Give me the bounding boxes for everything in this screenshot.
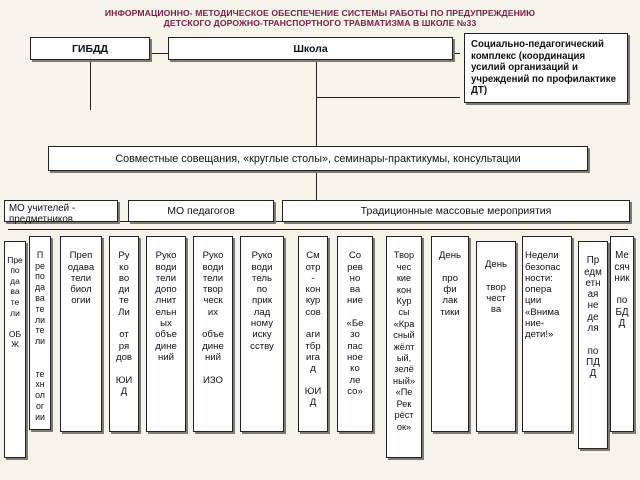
column-creative-contests: Твор чес кие кон Кур сы «Кра сный жёлт ый, зелё ный» «Пе Рек рёст ок» bbox=[386, 236, 422, 458]
gibdd-label: ГИБДД bbox=[71, 42, 108, 55]
joint-meetings-label: Совместные совещания, «круглые столы», семинары-практикумы, консультации bbox=[115, 152, 521, 165]
column-applied-art-leader: Руко води тель по прик лад ному иску сству bbox=[240, 236, 284, 432]
title-line-2: ДЕТСКОГО ДОРОЖНО-ТРАНСПОРТНОГО ТРАВМАТИЗМА В ШКОЛЕ №33 bbox=[163, 18, 477, 28]
connector-complex-link bbox=[316, 97, 460, 98]
connector-columns-bus bbox=[8, 229, 628, 230]
diagram-title bbox=[30, 8, 610, 28]
traditional-events-box bbox=[282, 200, 630, 222]
mo-teachers-label: МО педагогов bbox=[167, 205, 235, 217]
traditional-events-label: Традиционные массовые мероприятия bbox=[360, 205, 552, 217]
column-agit-brigade-contests: См отр - кон кур сов аги тбр ига д ЮИ Д bbox=[298, 236, 328, 432]
column-extra-education-leaders: Руко води тели допо лнит ельн ых объе дине ний bbox=[146, 236, 186, 432]
gibdd-box bbox=[30, 37, 150, 60]
column-obzh-teachers: Пре по да ва те ли ОБ Ж bbox=[4, 241, 26, 458]
column-safety-weeks: Недели безопас ности: опера ции «Внима ние- дети!» bbox=[522, 236, 572, 432]
column-subject-week: Пр едм етн ая не де ля по ПД Д bbox=[578, 241, 608, 449]
social-complex-box bbox=[464, 33, 628, 103]
column-creative-leaders: Руко води тели твор ческ их объе дине ний ИЗО bbox=[193, 236, 233, 432]
column-technology-teachers: П ре по да ва те ли те ли те хн ол ог ии bbox=[29, 236, 51, 430]
mo-teachers-box bbox=[128, 200, 274, 222]
connector-school-down bbox=[316, 60, 317, 150]
column-safe-wheel-competition: Со рев но ва ние «Бе зо пас ное ко ле со» bbox=[337, 236, 373, 432]
column-creativity-day: День твор чест ва bbox=[476, 241, 516, 432]
school-label: Школа bbox=[293, 42, 328, 55]
mo-subject-teachers-label: МО учителей - предметников bbox=[9, 203, 76, 225]
joint-meetings-box bbox=[48, 146, 588, 171]
column-biology-teachers: Преп одава тели биол огии bbox=[60, 236, 102, 432]
connector-gibdd-down bbox=[90, 60, 91, 110]
mo-subject-teachers-box bbox=[4, 200, 118, 225]
social-complex-label: Социально-педагогический комплекс (координация усилий организаций и учреждений по профилактике ДТ) bbox=[471, 39, 616, 96]
title-line-1: ИНФОРМАЦИОННО- МЕТОДИЧЕСКОЕ ОБЕСПЕЧЕНИЕ СИСТЕМЫ РАБОТЫ ПО ПРЕДУПРЕЖДЕНИЮ bbox=[104, 8, 536, 18]
column-month-bdd: Ме сяч ник по БД Д bbox=[610, 236, 634, 432]
column-prevention-day: День про фи лак тики bbox=[431, 236, 469, 432]
column-yid-leaders: Ру ко во ди те Ли от ря дов ЮИ Д bbox=[109, 236, 139, 432]
connector-joint-down bbox=[316, 171, 317, 201]
school-box bbox=[168, 37, 453, 60]
